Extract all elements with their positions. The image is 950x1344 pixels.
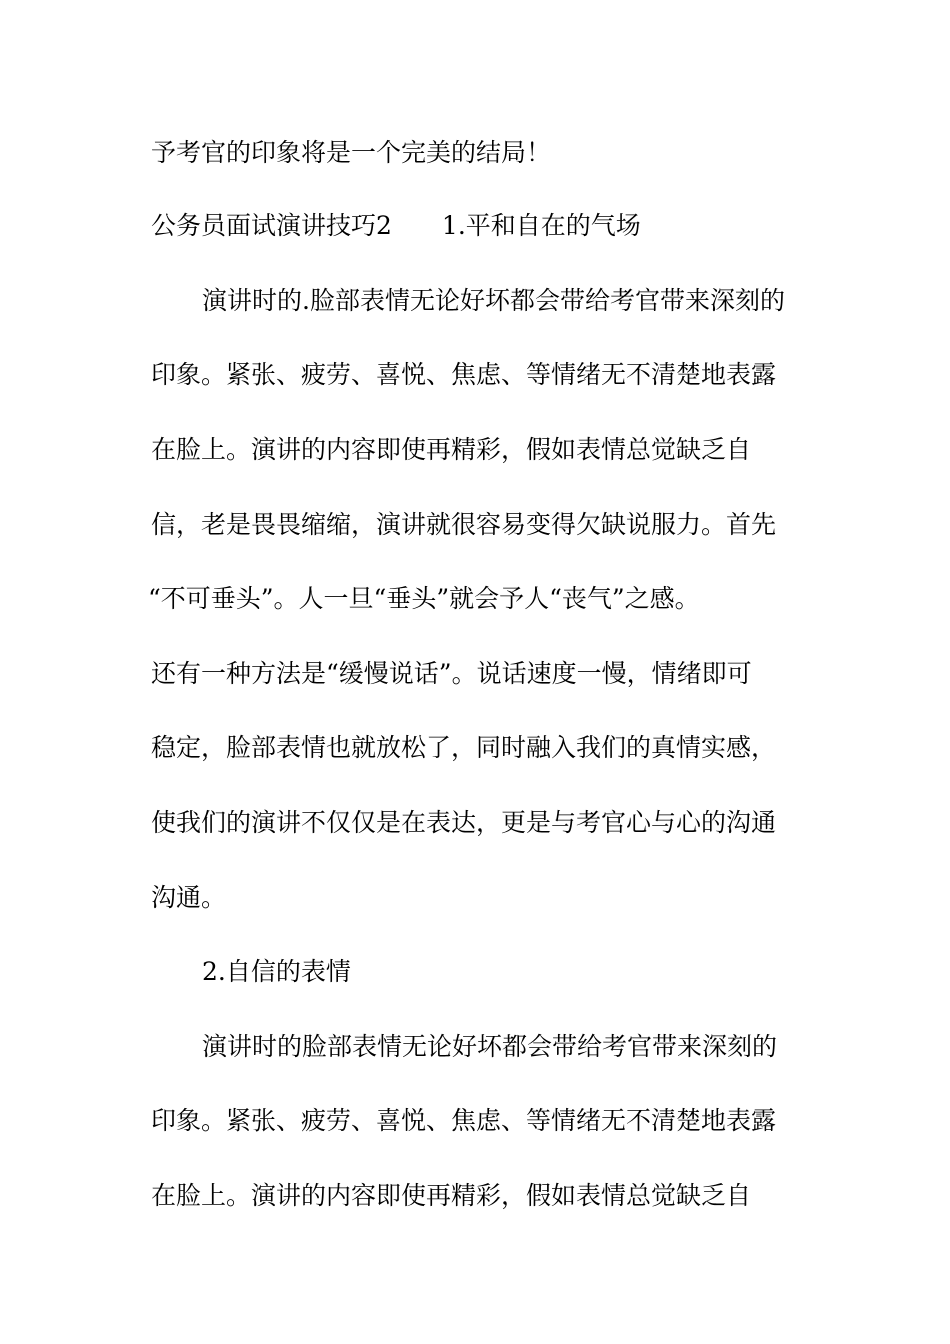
paragraph-1-line-6: 还有一种方法是“缓慢说话”。说话速度一慢，情绪即可	[151, 659, 752, 688]
paragraph-1-line-9: 沟通。	[151, 883, 227, 912]
paragraph-1-line-2: 印象。紧张、疲劳、喜悦、焦虑、等情绪无不清楚地表露	[151, 360, 777, 389]
paragraph-1-line-7: 稳定，脸部表情也就放松了，同时融入我们的真情实感，	[151, 733, 777, 762]
text-line-continuation: 予考官的印象将是一个完美的结局！	[151, 138, 552, 167]
paragraph-1-line-3: 在脸上。演讲的内容即使再精彩，假如表情总觉缺乏自	[151, 435, 752, 464]
paragraph-2-line-1: 演讲时的脸部表情无论好坏都会带给考官带来深刻的	[202, 1032, 778, 1061]
paragraph-1-line-5: “不可垂头”。人一旦“垂头”就会予人“丧气”之感。	[148, 584, 700, 613]
paragraph-1-line-1: 演讲时的.脸部表情无论好坏都会带给考官带来深刻的	[202, 286, 785, 315]
paragraph-1-line-4: 信，老是畏畏缩缩，演讲就很容易变得欠缺说服力。首先	[151, 510, 777, 539]
section-title: 公务员面试演讲技巧2	[151, 211, 392, 240]
paragraph-2-line-3: 在脸上。演讲的内容即使再精彩，假如表情总觉缺乏自	[151, 1181, 752, 1210]
subsection-title-2: 2.自信的表情	[202, 957, 351, 986]
paragraph-2-line-2: 印象。紧张、疲劳、喜悦、焦虑、等情绪无不清楚地表露	[151, 1106, 777, 1135]
subsection-title-1: 1.平和自在的气场	[441, 211, 641, 240]
paragraph-1-line-8: 使我们的演讲不仅仅是在表达，更是与考官心与心的沟通	[151, 808, 777, 837]
section-title-line	[151, 211, 641, 241]
